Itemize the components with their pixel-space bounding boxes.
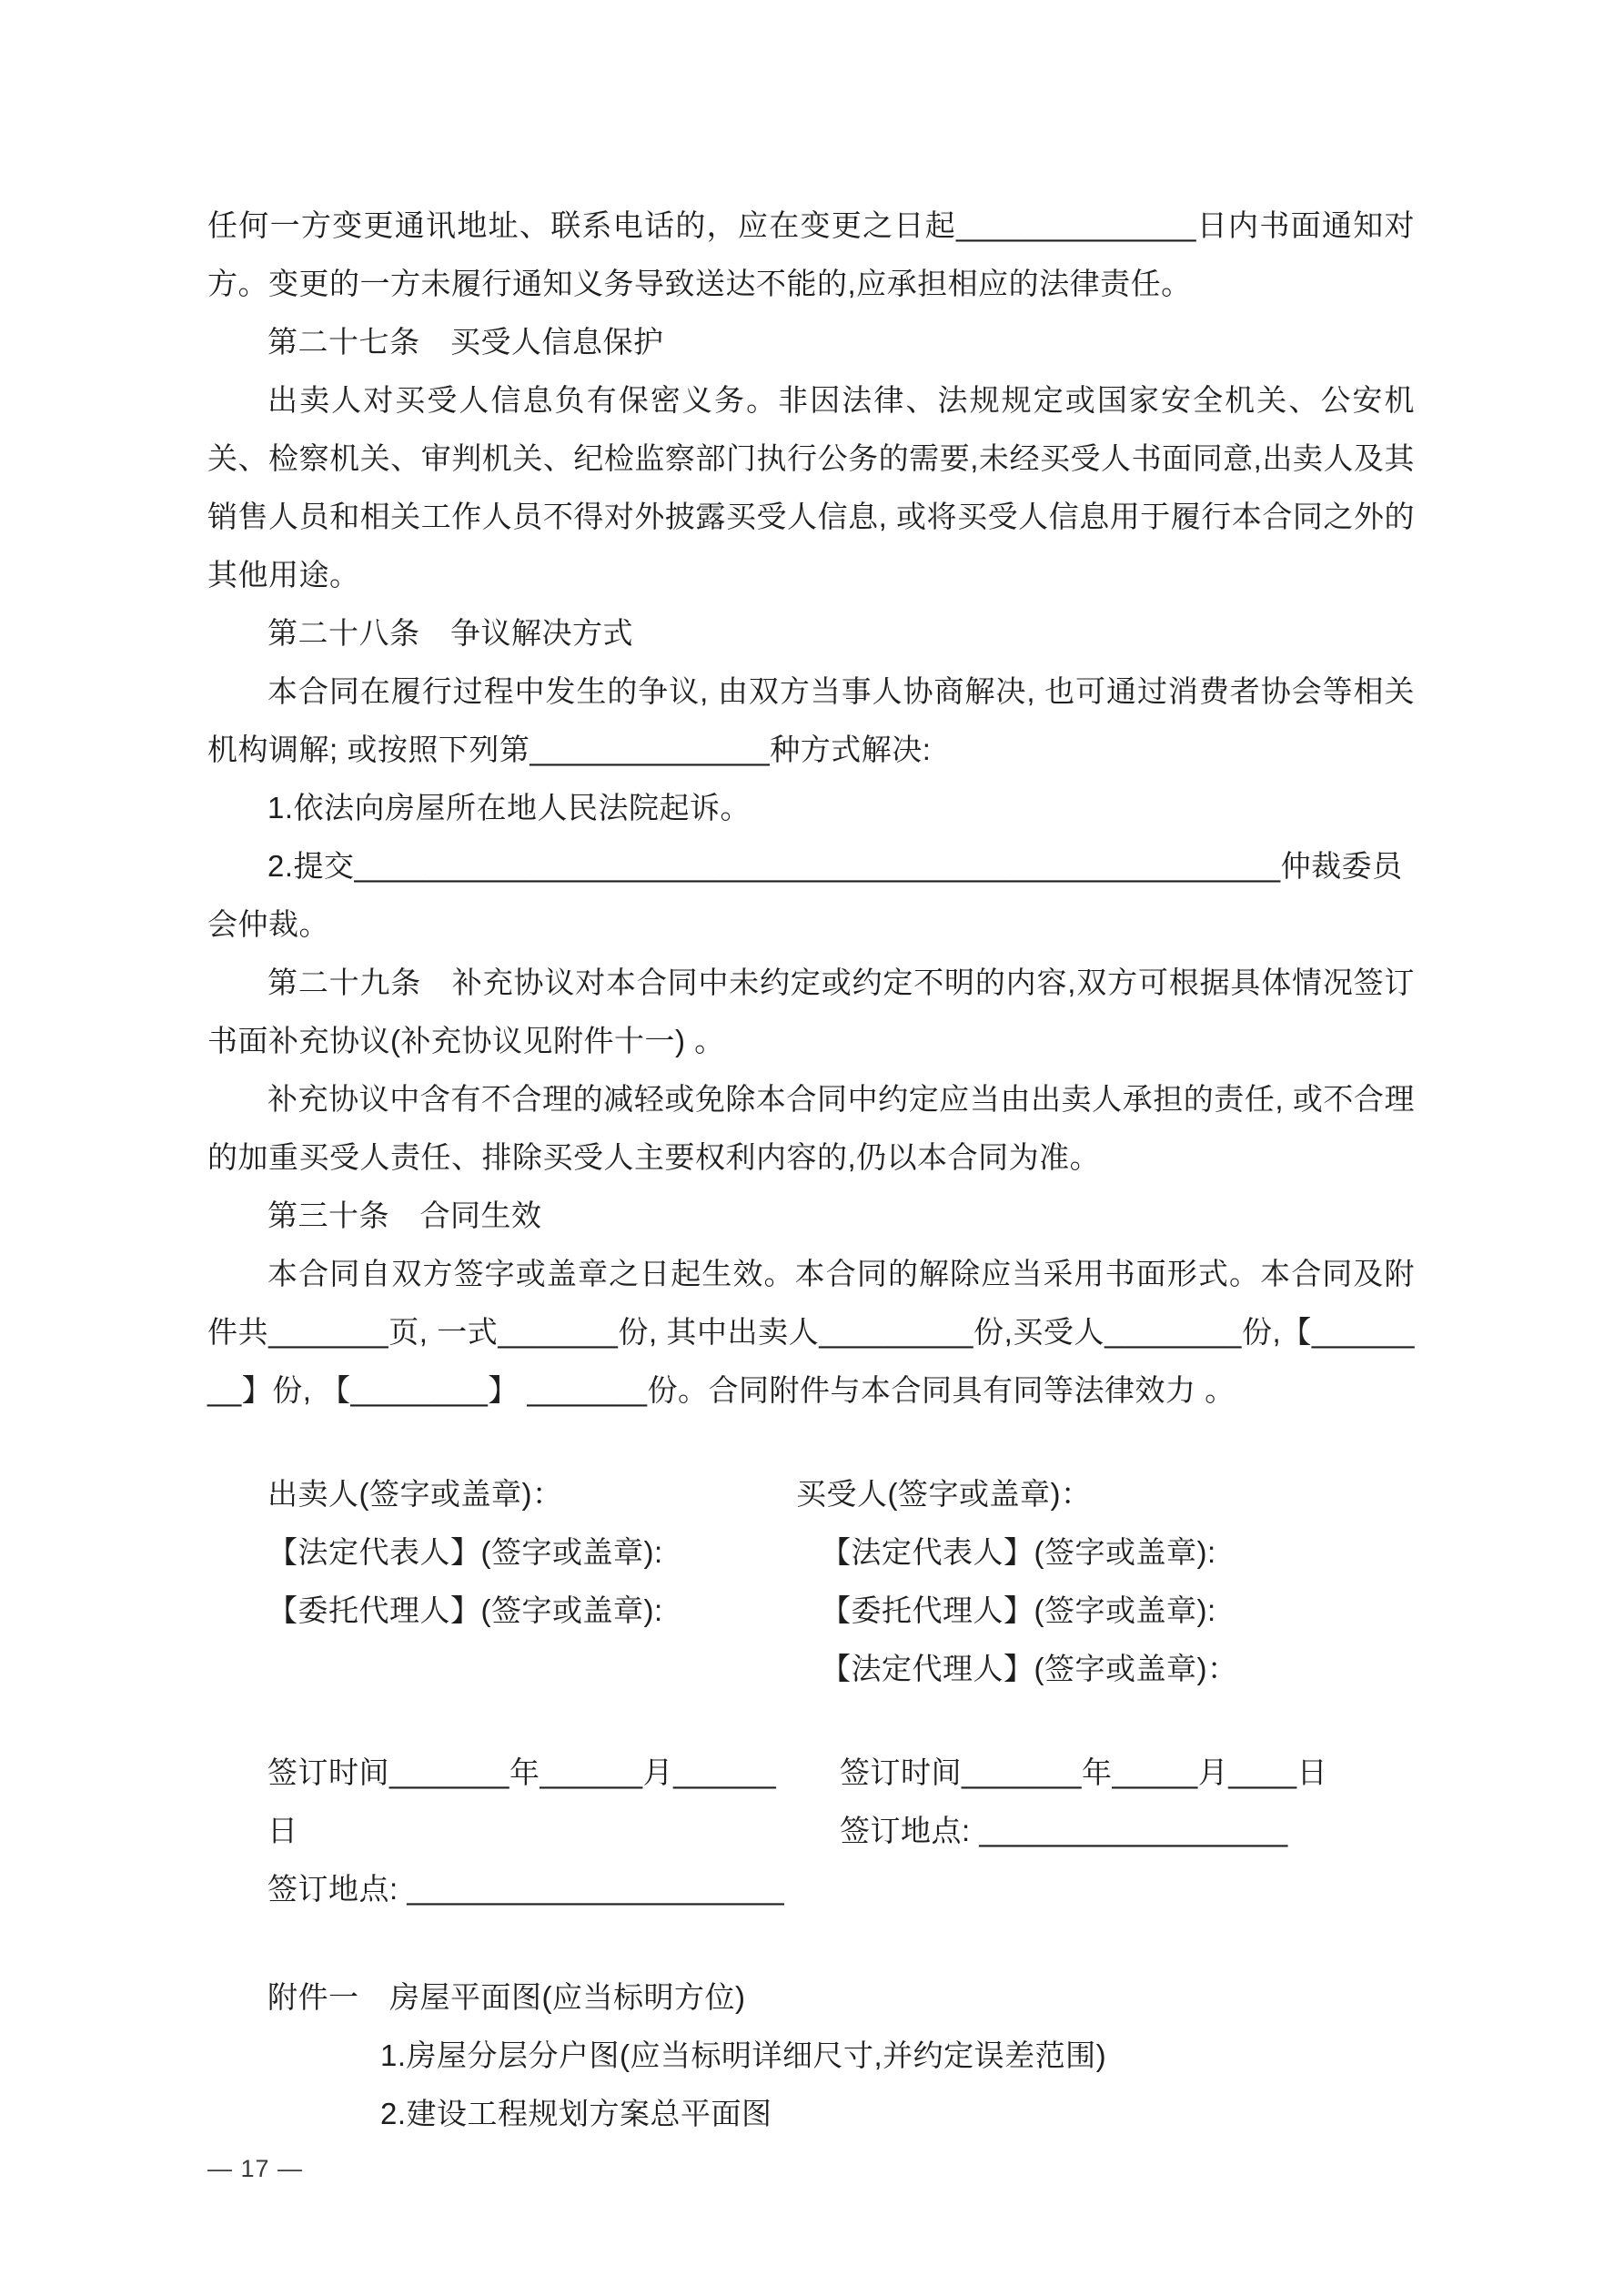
seller-date-column — [207, 1744, 796, 1918]
seller-signature-column — [207, 1465, 796, 1698]
buyer-date-column — [796, 1744, 1415, 1918]
seller-sign-place: 签订地点: ______________________ — [267, 1872, 785, 1906]
page-number: — 17 — — [207, 2155, 304, 2182]
paragraph-address-change-notice: 任何一方变更通讯地址、联系电话的，应在变更之日起______________日内书面通知对方。变更的一方未履行通知义务导致送达不能的,应承担相应的法律责任。 — [207, 208, 1415, 300]
article-27-heading: 第二十七条 买受人信息保护 — [267, 325, 664, 359]
paragraph-article-29-supplement: 第二十九条 补充协议对本合同中未约定或约定不明的内容,双方可根据具体情况签订书面补充协议(补充协议见附件十一) 。 — [207, 966, 1415, 1057]
paragraph-supplement-validity: 补充协议中含有不合理的减轻或免除本合同中约定应当由出卖人承担的责任, 或不合理的加重买受人责任、排除买受人主要权利内容的,仍以本合同为准。 — [207, 1082, 1415, 1174]
buyer-sign-time: 签订时间_______年_____月____日 — [840, 1755, 1328, 1789]
buyer-signature-column — [796, 1465, 1415, 1698]
buyer-legal-rep-label: 【法定代表人】(签字或盖章): — [821, 1535, 1216, 1569]
seller-signature-label: 出卖人(签字或盖章)： — [267, 1477, 563, 1511]
seller-legal-rep-label: 【法定代表人】(签字或盖章): — [267, 1535, 663, 1569]
article-28-heading: 第二十八条 争议解决方式 — [267, 616, 633, 650]
buyer-signature-label: 买受人(签字或盖章)： — [796, 1477, 1092, 1511]
paragraph-buyer-info-protection: 出卖人对买受人信息负有保密义务。非因法律、法规规定或国家安全机关、公安机关、检察机关、审判机关、纪检监察部门执行公务的需要,未经买受人书面同意,出卖人及其销售人员和相关工作人员不得对外披露买受人信息, 或将买受人信息用于履行本合同之外的其他用途。 — [207, 383, 1415, 592]
attachment-one-title: 附件一 房屋平面图(应当标明方位) — [267, 1980, 746, 2014]
list-item-litigation: 1.依法向房屋所在地人民法院起诉。 — [267, 791, 751, 824]
signature-columns — [207, 1465, 1415, 1698]
buyer-sign-place: 签订地点: __________________ — [840, 1814, 1288, 1847]
signature-section — [207, 1465, 1415, 1918]
page-content — [207, 197, 1415, 2143]
buyer-entrusted-agent-label: 【委托代理人】(签字或盖章): — [821, 1593, 1216, 1627]
list-item-arbitration: 2.提交______________________________________________________仲裁委员会仲裁。 — [207, 849, 1403, 941]
attachment-section — [207, 1968, 1415, 2143]
attachment-item-2: 2.建设工程规划方案总平面图 — [380, 2097, 772, 2130]
article-30-heading: 第三十条 合同生效 — [267, 1199, 542, 1232]
signature-date-columns — [207, 1744, 1415, 1918]
attachment-item-1: 1.房屋分层分户图(应当标明详细尺寸,并约定误差范围) — [380, 2038, 1107, 2072]
seller-sign-time: 签订时间_______年______月______日 — [267, 1755, 777, 1847]
paragraph-contract-effective: 本合同自双方签字或盖章之日起生效。本合同的解除应当采用书面形式。本合同及附件共_______页, 一式_______份, 其中出卖人_________份,买受人________份,【________】份, 【________】 _______份。合同附件与本合同具有同等法律效力 。 — [207, 1257, 1415, 1407]
buyer-statutory-agent-label: 【法定代理人】(签字或盖章)： — [821, 1652, 1238, 1685]
paragraph-dispute-resolution: 本合同在履行过程中发生的争议, 由双方当事人协商解决, 也可通过消费者协会等相关机构调解; 或按照下列第______________种方式解决: — [207, 674, 1415, 766]
seller-entrusted-agent-label: 【委托代理人】(签字或盖章): — [267, 1593, 663, 1627]
